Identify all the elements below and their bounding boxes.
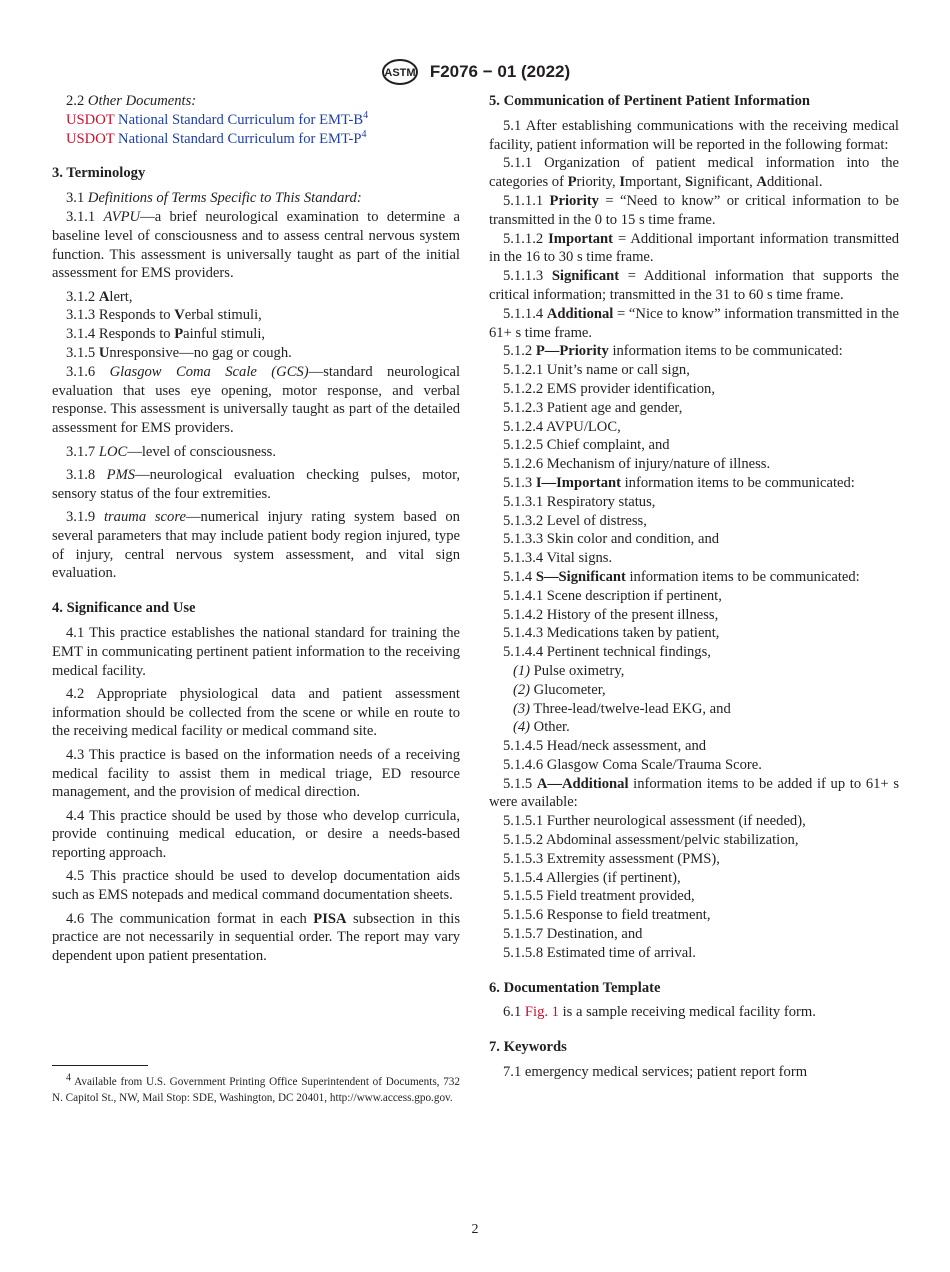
- list-item: 5.1.4.4 Pertinent technical findings,: [503, 644, 711, 661]
- list-item: 5.1.3.2 Level of distress,: [503, 512, 647, 529]
- list-item: 5.1.5.8 Estimated time of arrival.: [503, 944, 696, 961]
- footnote-divider: [52, 1065, 148, 1066]
- reference-emt-p[interactable]: USDOT National Standard Curriculum for EMT-$P^4$: [66, 128, 367, 147]
- paragraph-5-1-5: 5.1.5 A—Additional information items to be added if up to 61+ s were available:: [489, 775, 899, 811]
- footnote: [52, 1072, 460, 1106]
- list-item: 5.1.2.3 Patient age and gender,: [503, 399, 683, 416]
- figure-link[interactable]: Fig. 1: [524, 1004, 559, 1021]
- page-number: 2: [471, 1222, 479, 1237]
- avpu-verbal: 3.1.3 Responds to Verbal stimuli,: [66, 307, 262, 324]
- list-item: 5.1.4.2 History of the present illness,: [503, 606, 719, 623]
- avpu-alert: 3.1.2 Alert,: [66, 288, 133, 305]
- subsection-2-2: 2.2 Other Documents:: [66, 93, 197, 109]
- list-item: 5.1.4.5 Head/neck assessment, and: [503, 738, 707, 755]
- paragraph-4-1: 4.1 This practice establishes the national standard for training the EMT in communicating pertinent patient information to the receiving medical facility.: [52, 624, 460, 679]
- right-column: [489, 92, 899, 1082]
- definition-pms: 3.1.8 PMS—neurological evaluation checking pulses, motor, sensory status of the four extremities.: [52, 466, 460, 502]
- paragraph-5-1-3: 5.1.3 I—Important information items to be communicated:: [503, 474, 855, 491]
- list-item: 5.1.3.3 Skin color and condition, and: [503, 531, 720, 548]
- paragraph-5-1-1-4: 5.1.1.4 Additional = “Nice to know” information transmitted in the 61+ s time frame.: [489, 305, 899, 341]
- sub-list-item: (1) Pulse oximetry,: [513, 662, 625, 679]
- list-item: 5.1.4.6 Glasgow Coma Scale/Trauma Score.: [503, 756, 762, 773]
- paragraph-5-1: 5.1 After establishing communications with the receiving medical facility, patient information will be reported in the following format:: [489, 117, 899, 153]
- paragraph-4-2: 4.2 Appropriate physiological data and patient assessment information should be collected from the scene or while en route to the receiving medical facility or medical command site.: [52, 685, 460, 740]
- list-item: 5.1.2.1 Unit’s name or call sign,: [503, 362, 690, 379]
- paragraph-5-1-4: 5.1.4 S—Significant information items to be communicated:: [503, 568, 860, 585]
- definition-avpu: 3.1.1 AVPU—a brief neurological examination to determine a baseline level of consciousness and to assess central nervous system function. This assessment is universally taught as part of the initial assessment for EMS providers.: [52, 208, 460, 282]
- paragraph-5-1-1-3: 5.1.1.3 Significant = Additional information that supports the critical information; transmitted in the 31 to 60 s time frame.: [489, 268, 900, 303]
- avpu-painful: 3.1.4 Responds to Painful stimuli,: [66, 326, 266, 343]
- list-item: 5.1.4.1 Scene description if pertinent,: [503, 587, 722, 604]
- astm-logo-icon: [380, 58, 420, 86]
- paragraph-5-1-1: 5.1.1 Organization of patient medical information into the categories of Priority, Important, Significant, Additional.: [489, 155, 899, 191]
- list-item: 5.1.3.1 Respiratory status,: [503, 493, 656, 510]
- footnote-mark: 4: [66, 1072, 71, 1084]
- section-6-heading: 6. Documentation Template: [489, 979, 661, 996]
- paragraph-4-4: 4.4 This practice should be used by those who develop curricula, provide continuing medical education, or desire a needs-based reporting approach.: [52, 807, 460, 862]
- list-item: 5.1.2.6 Mechanism of injury/nature of illness.: [503, 456, 771, 473]
- list-item: 5.1.5.5 Field treatment provided,: [503, 888, 695, 905]
- paragraph-4-5: 4.5 This practice should be used to develop documentation aids such as EMS notepads and medical command documentation sheets.: [52, 868, 460, 904]
- paragraph-6-1: 6.1 Fig. 1 is a sample receiving medical facility form.: [503, 1004, 816, 1021]
- paragraph-4-3: 4.3 This practice is based on the information needs of a receiving medical facility to assist them in medical triage, ED resource management, and the provision of medical direction.: [52, 746, 460, 801]
- paragraph-7-1: 7.1 emergency medical services; patient report form: [503, 1064, 808, 1081]
- list-item: 5.1.5.3 Extremity assessment (PMS),: [503, 850, 720, 867]
- paragraph-5-1-1-1: 5.1.1.1 Priority = “Need to know” or critical information to be transmitted in the 0 to 15 s time frame.: [489, 192, 899, 228]
- list-item: 5.1.4.3 Medications taken by patient,: [503, 625, 720, 642]
- list-item: 5.1.5.4 Allergies (if pertinent),: [503, 869, 681, 886]
- sub-list-item: (3) Three-lead/twelve-lead EKG, and: [513, 700, 731, 717]
- paragraph-4-6: 4.6 The communication format in each PISA subsection in this practice are not necessarily in sequential order. The report may vary dependent upon patient presentation.: [52, 910, 460, 965]
- page-header: [0, 58, 950, 86]
- section-5-heading: 5. Communication of Pertinent Patient Information: [489, 93, 811, 109]
- list-item: 5.1.5.7 Destination, and: [503, 926, 643, 943]
- list-item: 5.1.5.1 Further neurological assessment (if needed),: [503, 813, 806, 830]
- paragraph-5-1-1-2: 5.1.1.2 Important = Additional important information transmitted in the 16 to 30 s time frame.: [489, 230, 900, 266]
- list-item: 5.1.2.5 Chief complaint, and: [503, 437, 670, 454]
- list-item: 5.1.3.4 Vital signs.: [503, 550, 613, 567]
- definition-loc: 3.1.7 LOC—level of consciousness.: [66, 443, 276, 460]
- list-item: 5.1.2.4 AVPU/LOC,: [503, 418, 621, 435]
- definition-trauma-score: 3.1.9 trauma score—numerical injury rating system based on several parameters that may include patient body region injured, type of injury, central nervous system assessment, and vital sign evaluation.: [52, 508, 460, 582]
- section-4-heading: 4. Significance and Use: [52, 600, 196, 617]
- left-column: [52, 92, 460, 966]
- footnote-text: Available from U.S. Government Printing Office Superintendent of Documents, 732 N. Capitol St., NW, Mail Stop: SDE, Washington, DC 20401, http://www.access.gpo.gov.: [52, 1076, 460, 1104]
- list-item: 5.1.5.2 Abdominal assessment/pelvic stabilization,: [503, 832, 799, 849]
- list-item: 5.1.2.2 EMS provider identification,: [503, 380, 715, 397]
- list-item: 5.1.5.6 Response to field treatment,: [503, 907, 711, 924]
- subsection-3-1: 3.1 Definitions of Terms Specific to This Standard:: [66, 190, 362, 207]
- section-3-heading: 3. Terminology: [52, 165, 146, 182]
- sub-list-item: (2) Glucometer,: [513, 681, 606, 698]
- logo-text: ASTM: [384, 67, 416, 79]
- definition-gcs: 3.1.6 Glasgow Coma Scale (GCS)—standard neurological evaluation that uses eye opening, motor response, and verbal response. This assessment is universally taught as part of the detailed assessment for EMS providers.: [52, 363, 460, 437]
- sub-list-item: (4) Other.: [513, 719, 570, 736]
- designation: F2076 − 01 (2022): [429, 62, 571, 81]
- section-7-heading: 7. Keywords: [489, 1039, 567, 1056]
- reference-emt-b[interactable]: USDOT National Standard Curriculum for EMT-$B^4$: [66, 109, 369, 128]
- paragraph-5-1-2: 5.1.2 P—Priority information items to be communicated:: [503, 343, 843, 360]
- avpu-unresponsive: 3.1.5 Unresponsive—no gag or cough.: [66, 345, 292, 362]
